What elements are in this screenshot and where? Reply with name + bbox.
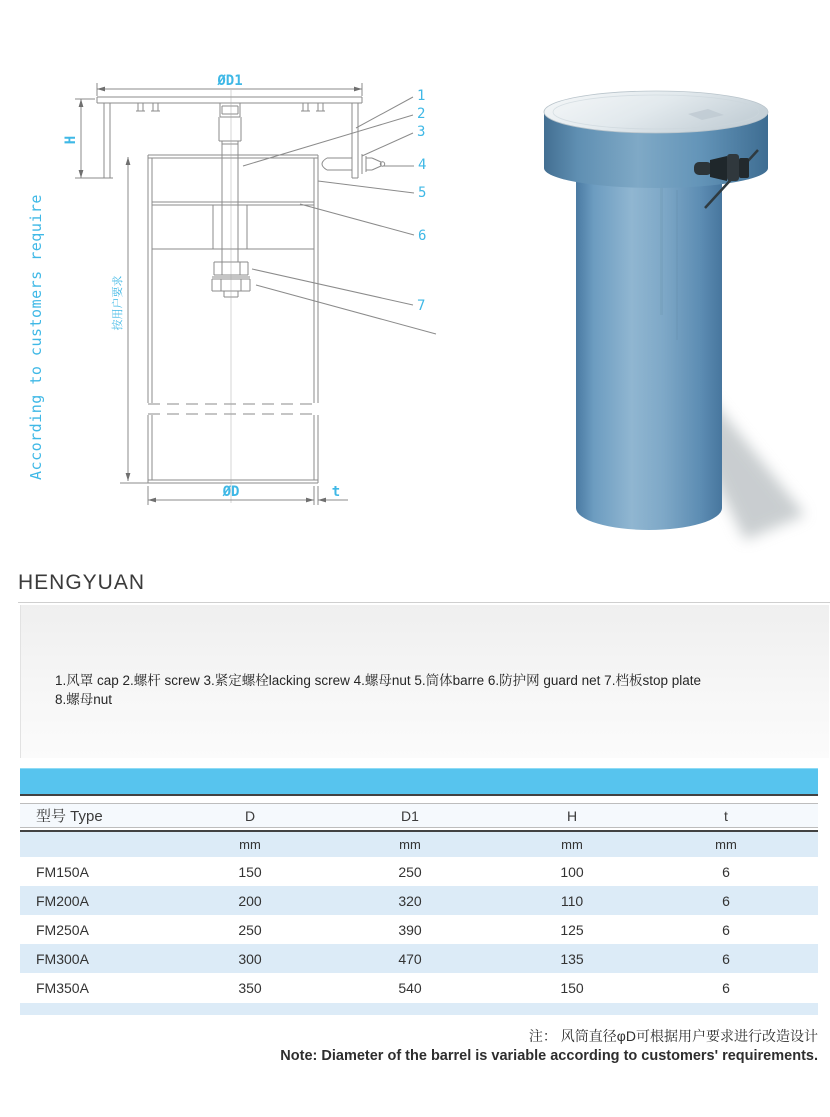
photo-barrel-streak2 (676, 190, 678, 340)
photo-barrel (576, 170, 722, 530)
screw-outline (219, 103, 241, 262)
callout-1: 1 (417, 88, 426, 104)
callout-6: 6 (418, 228, 427, 244)
table-row (20, 915, 818, 944)
cell-d: 350 (238, 979, 262, 996)
cell-h: 125 (560, 921, 584, 938)
cell-t: 6 (722, 979, 730, 996)
cell-model: FM200A (36, 892, 89, 909)
cell-d1: 320 (398, 892, 422, 909)
unit-d1: mm (399, 837, 421, 852)
table-header-row (20, 804, 818, 827)
cell-h: 100 (560, 863, 584, 880)
cell-h: 110 (560, 892, 584, 909)
unit-d: mm (239, 837, 261, 852)
dim-label-d: ØD (222, 484, 240, 500)
table-row (20, 857, 818, 886)
table-accent-bar (20, 768, 818, 794)
callout-4: 4 (418, 157, 427, 173)
cell-d: 200 (238, 892, 262, 909)
cell-t: 6 (722, 921, 730, 938)
cell-d: 250 (238, 921, 262, 938)
vertical-note-en: According to customers require (27, 194, 45, 480)
unit-h: mm (561, 837, 583, 852)
note-block (20, 1026, 818, 1066)
callout-5: 5 (418, 185, 427, 201)
header-d1: D1 (401, 807, 419, 824)
vertical-note-zh: 按用户要求 (111, 275, 124, 331)
photo-cap-top (544, 91, 768, 133)
cell-model: FM250A (36, 921, 89, 938)
technical-drawing (0, 0, 470, 560)
cell-model: FM300A (36, 950, 89, 967)
cell-model: FM150A (36, 863, 89, 880)
cell-h: 150 (560, 979, 584, 996)
product-photo (480, 50, 830, 570)
cell-d1: 250 (398, 863, 422, 880)
callout-2: 2 (417, 106, 426, 122)
note-en: Note: Diameter of the barrel is variable according to customers' requirements. (280, 1048, 818, 1064)
legend-line-2: 8.螺母nut (55, 692, 113, 707)
legend-panel (20, 605, 829, 758)
table-row (20, 973, 818, 1002)
header-t: t (724, 807, 728, 824)
cell-d1: 540 (398, 979, 422, 996)
header-type: 型号 Type (36, 808, 103, 825)
dim-label-t: t (331, 484, 341, 500)
table-row (20, 944, 818, 973)
table-footer-strip (20, 1003, 818, 1015)
cell-model: FM350A (36, 979, 89, 996)
header-d: D (244, 807, 256, 824)
header-h: H (566, 807, 578, 824)
spec-table (20, 768, 818, 1015)
cell-t: 6 (722, 863, 730, 880)
callout-7: 7 (417, 298, 426, 314)
legend-line-1: 1.风罩 cap 2.螺杆 screw 3.紧定螺栓lacking screw 4.螺母nut 5.筒体barre 6.防护网 guard net 7.档板stop plate (55, 673, 701, 688)
barrel-outline (148, 155, 318, 483)
callout-3: 3 (417, 124, 426, 140)
cell-h: 135 (560, 950, 584, 967)
brand-name: HENGYUAN (18, 571, 146, 594)
cell-d1: 390 (398, 921, 422, 938)
photo-barrel-streak (660, 185, 663, 315)
note-zh: 注： 风筒直径φD可根据用户要求进行改造设计 (528, 1028, 818, 1044)
cell-d1: 470 (398, 950, 422, 967)
cell-t: 6 (722, 892, 730, 909)
leader-lines (243, 97, 436, 334)
cell-d: 150 (238, 863, 262, 880)
dim-label-h: H (63, 135, 79, 145)
table-row (20, 886, 818, 915)
cell-d: 300 (238, 950, 262, 967)
unit-t: mm (715, 837, 737, 852)
dim-label-d1: ØD1 (217, 73, 243, 89)
brand-rule (18, 602, 830, 603)
table-unit-row (20, 832, 818, 857)
break-lines (148, 404, 318, 414)
cell-t: 6 (722, 950, 730, 967)
